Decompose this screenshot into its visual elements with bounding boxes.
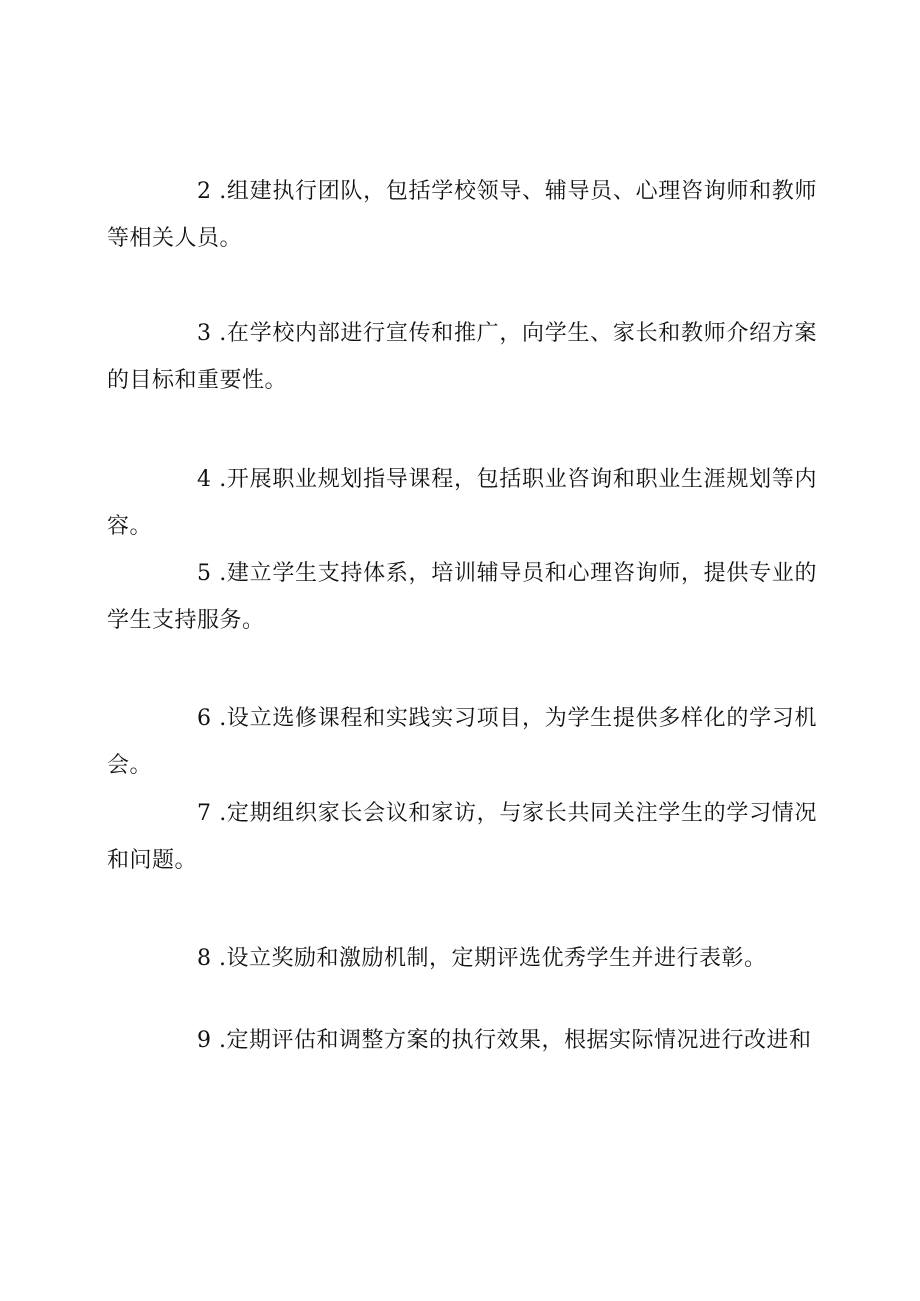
list-item-5 xyxy=(107,550,817,644)
item-text: 设立奖励和激励机制，定期评选优秀学生并进行表彰。 xyxy=(226,946,767,971)
list-item-6 xyxy=(107,695,817,789)
item-number: 6 xyxy=(197,706,212,731)
list-item-2 xyxy=(107,168,817,262)
item-number: 2 xyxy=(197,179,212,204)
item-text: 组建执行团队，包括学校领导、辅导员、心理咨询师和教师等相关人员。 xyxy=(107,179,817,251)
item-text: 建立学生支持体系，培训辅导员和心理咨询师，提供专业的学生支持服务。 xyxy=(107,561,817,633)
item-separator: . xyxy=(211,561,227,586)
item-text: 定期评估和调整方案的执行效果，根据实际情况进行改进和 xyxy=(226,1028,812,1053)
item-text: 定期组织家长会议和家访，与家长共同关注学生的学习情况和问题。 xyxy=(107,801,817,873)
item-number: 7 xyxy=(197,801,212,826)
item-number: 9 xyxy=(197,1028,212,1053)
item-separator: . xyxy=(211,179,227,204)
item-number: 8 xyxy=(197,946,212,971)
list-item-3 xyxy=(107,310,817,404)
item-separator: . xyxy=(211,321,227,346)
item-text: 开展职业规划指导课程，包括职业咨询和职业生涯规划等内容。 xyxy=(107,467,817,539)
item-separator: . xyxy=(211,1028,227,1053)
item-number: 5 xyxy=(197,561,212,586)
item-text: 在学校内部进行宣传和推广，向学生、家长和教师介绍方案的目标和重要性。 xyxy=(107,321,817,393)
list-item-9 xyxy=(107,1017,817,1064)
list-item-4 xyxy=(107,456,817,550)
item-separator: . xyxy=(211,946,227,971)
item-number: 4 xyxy=(197,467,212,492)
list-item-7 xyxy=(107,790,817,884)
item-number: 3 xyxy=(197,321,212,346)
item-separator: . xyxy=(211,801,227,826)
item-separator: . xyxy=(211,467,227,492)
list-item-8 xyxy=(107,935,817,982)
item-separator: . xyxy=(211,706,227,731)
item-text: 设立选修课程和实践实习项目，为学生提供多样化的学习机会。 xyxy=(107,706,817,778)
